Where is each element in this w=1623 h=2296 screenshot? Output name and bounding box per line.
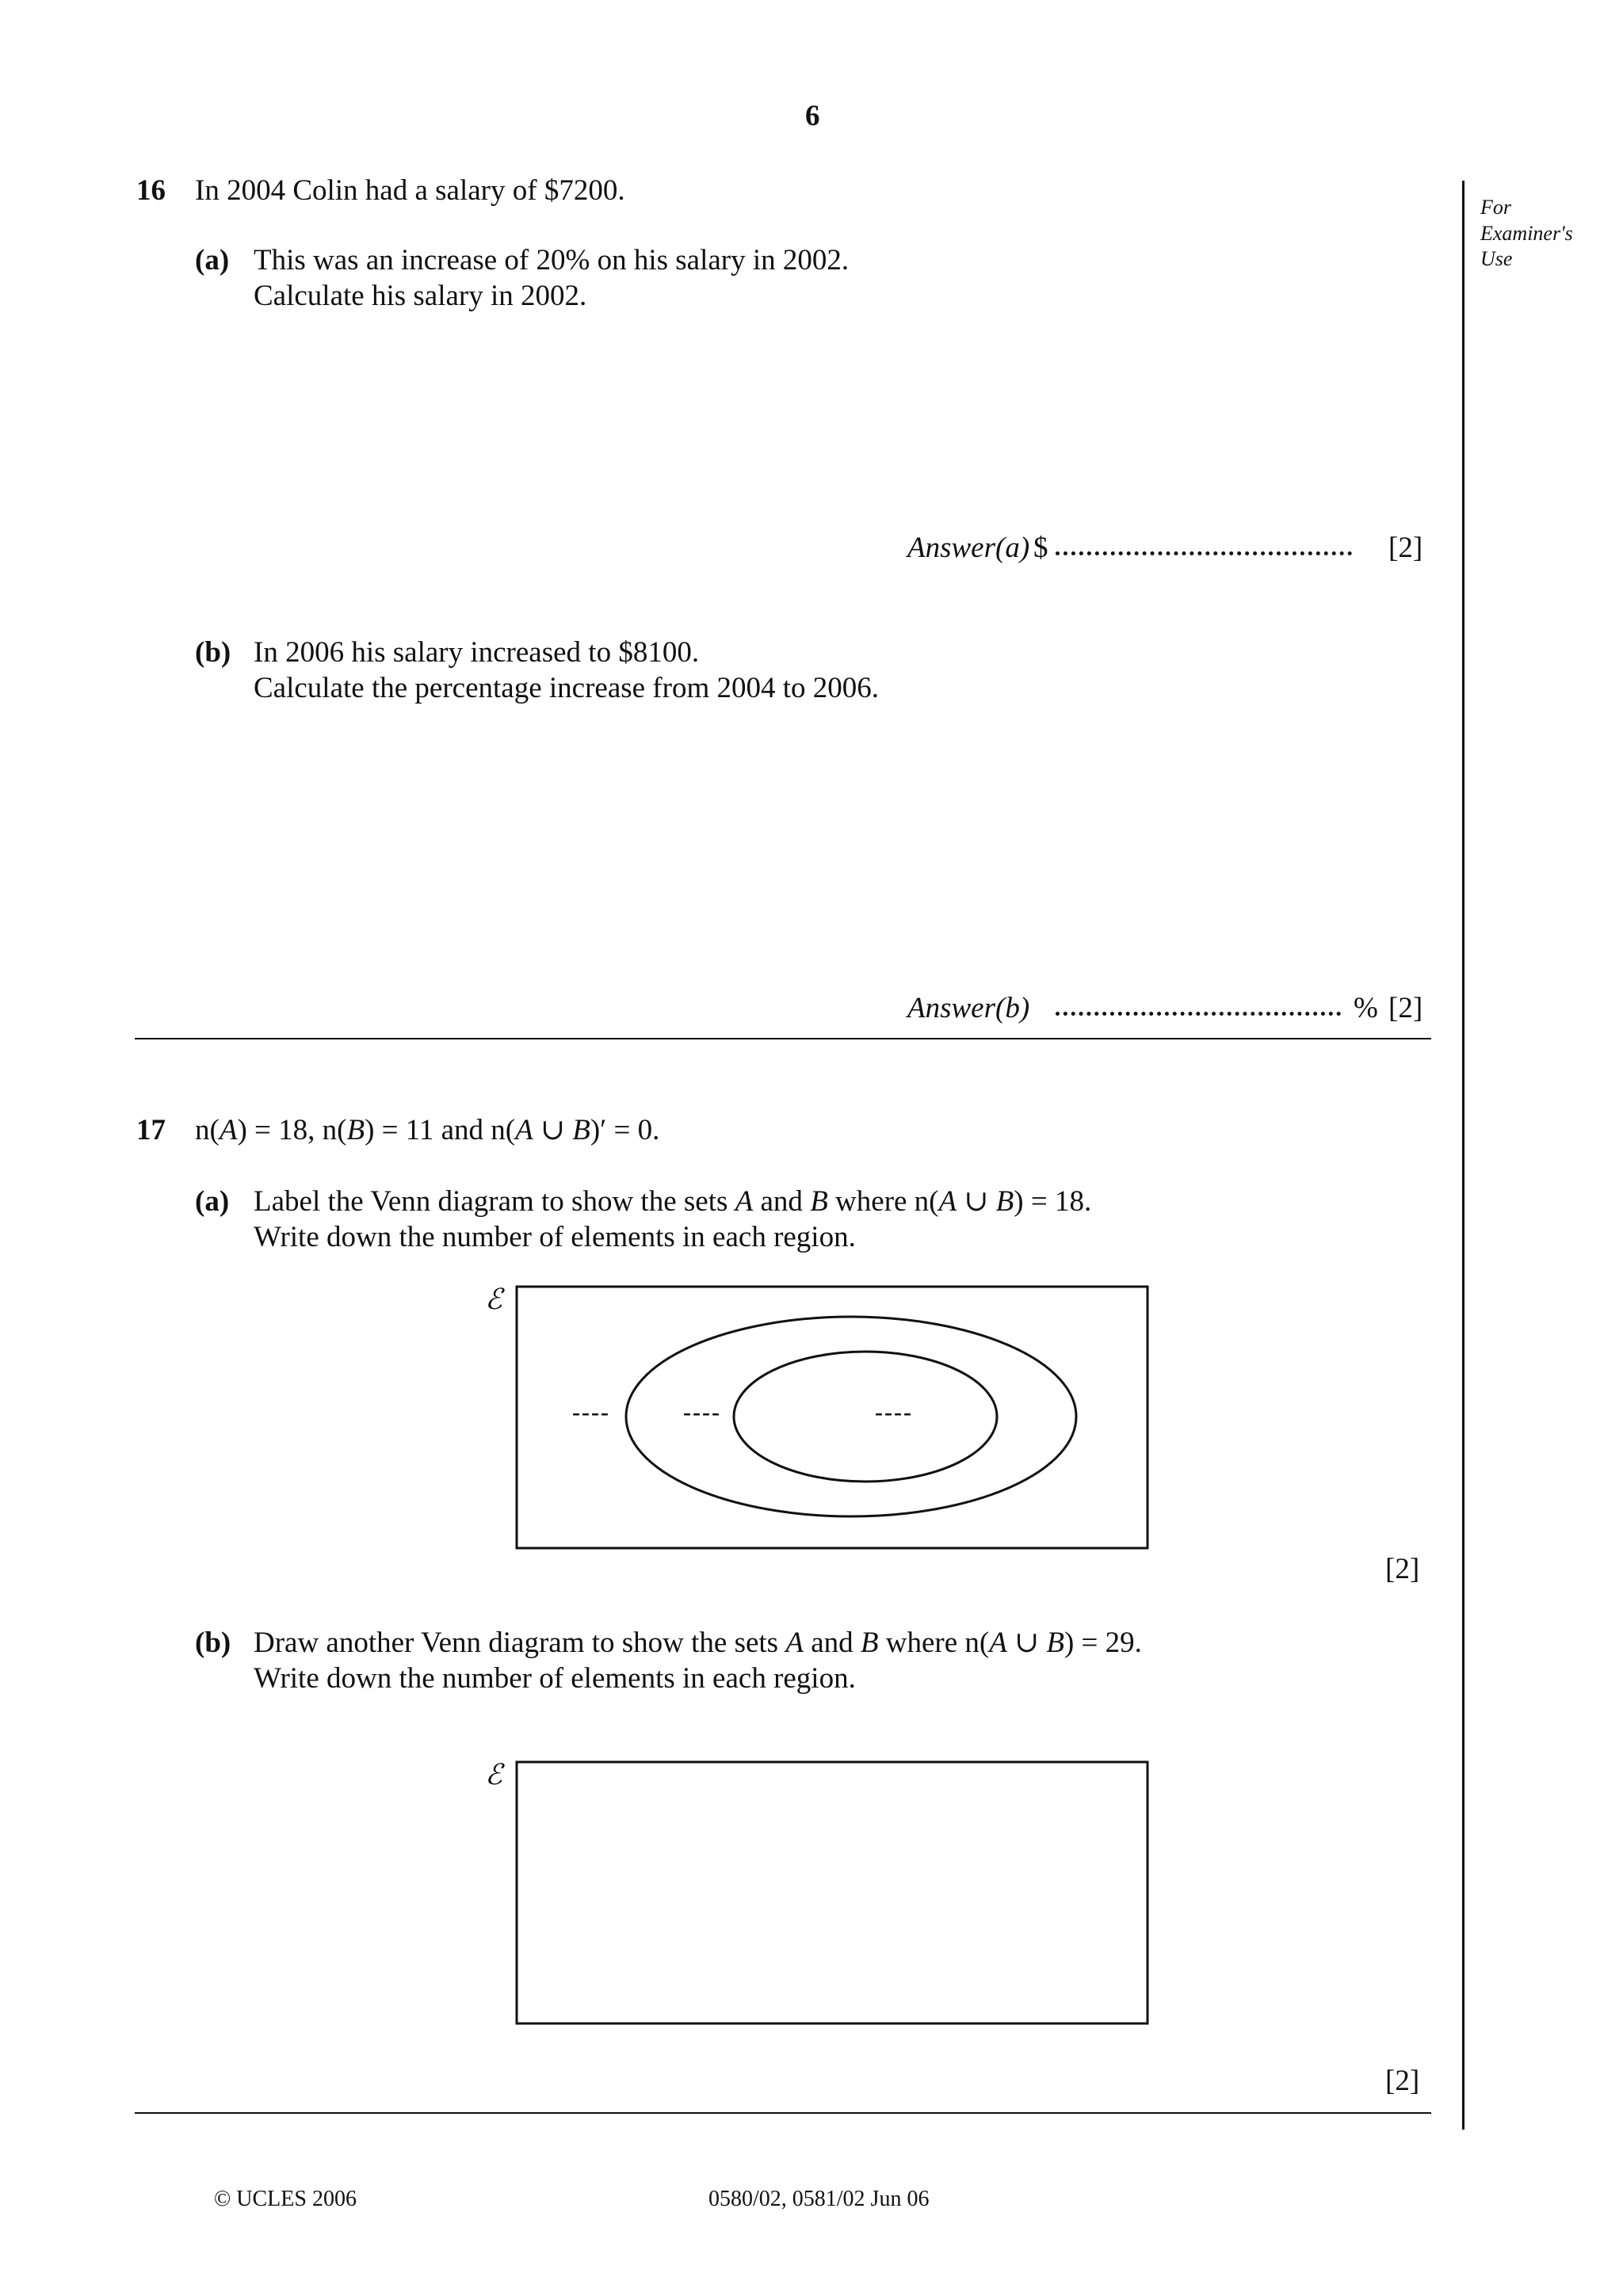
q16a-line1: This was an increase of 20% on his salary in 2002.: [254, 244, 850, 277]
footer-copyright: © UCLES 2006: [214, 2187, 357, 2211]
q16-number: 16: [136, 174, 166, 207]
q16a-marks: [2]: [1388, 532, 1423, 564]
q17a-line1: Label the Venn diagram to show the sets A and B where n(A ∪ B) = 18.: [254, 1185, 1092, 1218]
q17a-marks: [2]: [1385, 1553, 1420, 1585]
q16-stem: In 2004 Colin had a salary of $7200.: [195, 174, 625, 207]
q16a-answer-line[interactable]: [1056, 551, 1352, 555]
q17a-universal-symbol: ℰ: [485, 1283, 502, 1315]
q17b-line1: Draw another Venn diagram to show the sets A and B where n(A ∪ B) = 29.: [254, 1627, 1142, 1659]
q16b-line2: Calculate the percentage increase from 2004 to 2006.: [254, 672, 880, 704]
q16a-answer-prefix: $: [1033, 532, 1048, 564]
q17a-universal-rectangle: [517, 1287, 1148, 1548]
q17b-line2: Write down the number of elements in each region.: [254, 1662, 856, 1695]
q16b-line1: In 2006 his salary increased to $8100.: [254, 636, 700, 669]
q17b-marks: [2]: [1385, 2065, 1420, 2097]
q17a-region-inner[interactable]: ----: [875, 1399, 913, 1425]
q17-divider: [135, 2112, 1431, 2114]
page-number: 6: [805, 100, 820, 132]
examiner-use-label: For Examiner's Use: [1480, 196, 1573, 270]
q17b-universal-rectangle: [517, 1762, 1148, 2023]
q16b-answer-suffix: %: [1354, 992, 1378, 1024]
q17b-universal-symbol: ℰ: [485, 1759, 502, 1791]
q17a-region-outside[interactable]: ----: [572, 1399, 610, 1425]
q17a-label: (a): [195, 1185, 230, 1218]
q17-stem: n(A) = 18, n(B) = 11 and n(A ∪ B)′ = 0.: [195, 1114, 660, 1146]
q17a-line2: Write down the number of elements in each region.: [254, 1221, 856, 1253]
q17a-inner-ellipse: [734, 1352, 997, 1482]
q17b-label: (b): [195, 1627, 231, 1659]
q17a-venn-diagram[interactable]: [515, 1285, 1149, 1551]
q16a-label: (a): [195, 244, 230, 277]
q17-number: 17: [136, 1114, 166, 1146]
q16b-label: (b): [195, 636, 231, 669]
q16-divider: [135, 1038, 1431, 1039]
footer-paper-code: 0580/02, 0581/02 Jun 06: [708, 2187, 930, 2211]
q16a-answer-label: Answer(a): [907, 532, 1030, 564]
q16b-answer-line[interactable]: [1056, 1012, 1341, 1016]
q16b-marks: [2]: [1388, 992, 1423, 1024]
q17b-venn-diagram[interactable]: [515, 1760, 1149, 2027]
examiner-margin-line: [1462, 181, 1465, 2130]
q16a-line2: Calculate his salary in 2002.: [254, 280, 587, 312]
q17a-region-outer-only[interactable]: ----: [683, 1399, 721, 1425]
q16b-answer-label: Answer(b): [907, 992, 1030, 1024]
